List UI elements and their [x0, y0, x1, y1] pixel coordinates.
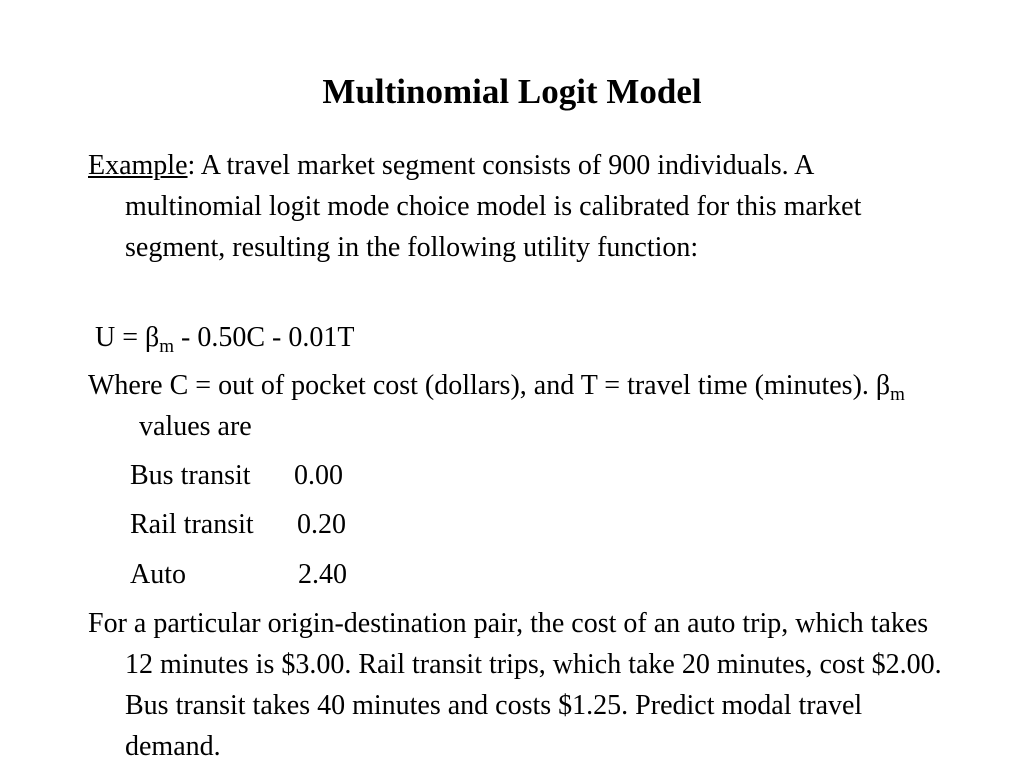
- mode-name: Auto: [130, 559, 186, 590]
- where-text: Where C = out of pocket cost (dollars), and T = travel time (minutes). β: [88, 370, 891, 401]
- equation-rhs: - 0.50C - 0.01T: [174, 322, 355, 353]
- mode-value: 0.20: [297, 509, 346, 540]
- mode-row-bus: [130, 455, 343, 496]
- problem-paragraph: For a particular origin-destination pair, the cost of an auto trip, which takes 12 minutes is $3.00. Rail transit trips, which take 20 minutes, cost $2.00. Bus transit takes 40 minutes and costs $1.25. Predict modal travel demand.: [88, 608, 942, 762]
- equation-subscript: m: [159, 336, 175, 357]
- example-text: : A travel market segment consists of 900 individuals. A multinomial logit mode choice model is calibrated for this market segment, resulting in the following utility function:: [125, 150, 862, 263]
- where-subscript: m: [890, 384, 905, 405]
- where-tail: values are: [125, 411, 252, 442]
- where-paragraph: [88, 365, 955, 447]
- example-label: Example: [88, 150, 188, 181]
- mode-name: Rail transit: [130, 509, 254, 540]
- mode-value: 2.40: [298, 559, 347, 590]
- mode-value: 0.00: [294, 460, 343, 491]
- mode-row-rail: [130, 504, 346, 545]
- mode-name: Bus transit: [130, 460, 251, 491]
- slide-title: Multinomial Logit Model: [322, 72, 702, 111]
- example-paragraph: [88, 145, 955, 268]
- equation-lhs: U = β: [95, 322, 160, 353]
- mode-row-auto: [130, 554, 347, 595]
- utility-equation: [95, 317, 925, 358]
